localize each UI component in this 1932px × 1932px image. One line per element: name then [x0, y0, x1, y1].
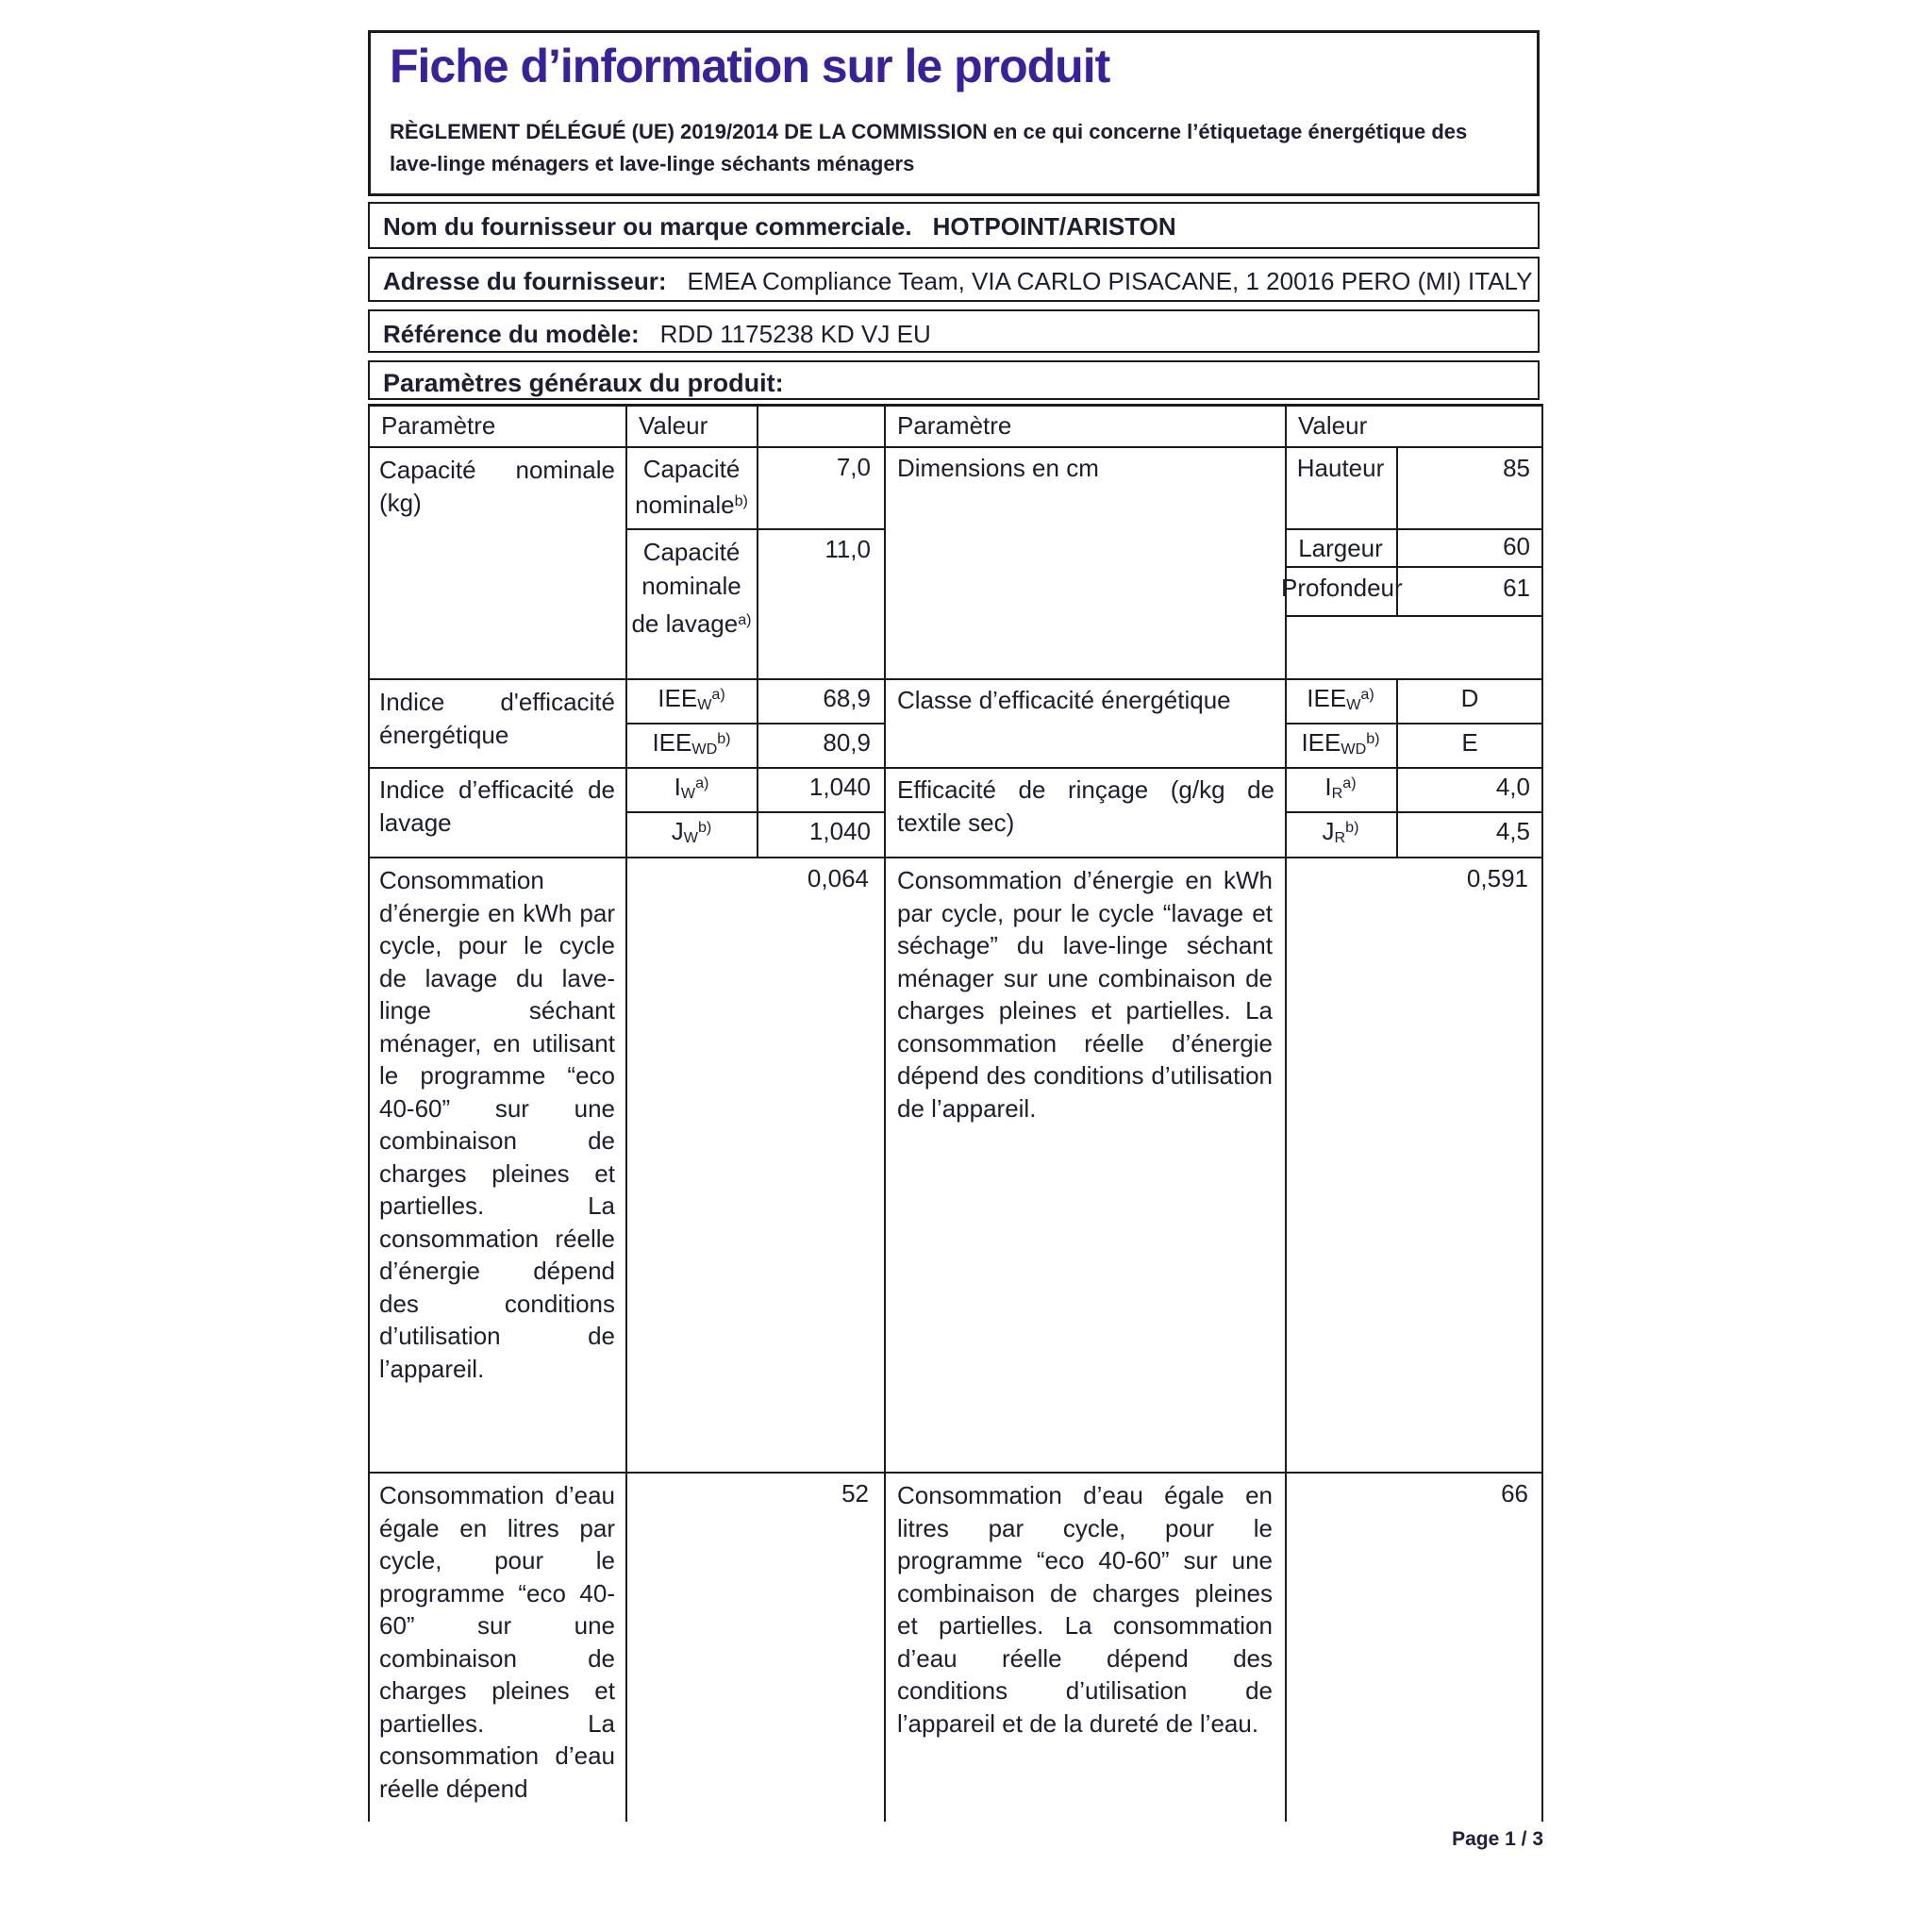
water-washdry-param: Consommation d’eau égale en litres par cycle, pour le programme “eco 40-60” sur une combinaison de charges pleines et partielles. La consommation d’eau réelle dépend des conditions d’utilisation de l’appareil et de la dureté de l’eau. [897, 1481, 1273, 1738]
supplier-row [368, 202, 1540, 249]
address-line [383, 267, 1533, 296]
wei-sub1-base: I [674, 773, 681, 801]
dimension-depth-value: 61 [1503, 574, 1530, 602]
eec-sub1-sub: W [1346, 696, 1361, 714]
dimension-height-label: Hauteur [1296, 454, 1385, 482]
energy-wash-param: Consommation d’énergie en kWh par cycle, pour le cycle de lavage du lave-linge séchant ménager, en utilisant le programme “eco 40-60” sur une combinaison de charges pleines et partielles. La consommation réelle d’énergie dépend des conditions d’utilisation de l’appareil. [379, 866, 615, 1383]
gridline [1285, 723, 1543, 724]
rinse-sub1-base: I [1324, 773, 1332, 801]
rinse-sub2-sup: b) [1345, 818, 1359, 836]
eec-param: Classe d’efficacité énergétique [897, 686, 1231, 714]
eec-sub2-sub: WD [1341, 741, 1367, 758]
wei-sub1-label [627, 773, 756, 803]
eei-sub2-sub: WD [691, 741, 718, 758]
eec-sub1-sup: a) [1360, 685, 1374, 703]
wei-sub2-sub: W [683, 829, 698, 847]
eec-sub2-base: IEE [1301, 728, 1341, 757]
model-line [383, 320, 1524, 349]
wei-param: Indice d’efficacité de lavage [379, 775, 615, 837]
capacity-sub2-value: 11,0 [824, 535, 871, 563]
eei-param: Indice d'efficacité énergétique [379, 688, 615, 749]
eec-sub2-sup: b) [1366, 729, 1380, 747]
supplier-label: Nom du fournisseur ou marque commerciale. [383, 212, 912, 241]
capacity-sub1-value: 7,0 [836, 453, 871, 481]
eec-sub1-label [1287, 684, 1394, 714]
rinse-sub2-value: 4,5 [1495, 817, 1530, 845]
eei-sub2-base: IEE [652, 728, 692, 757]
rinse-sub1-sup: a) [1342, 774, 1357, 791]
dimension-width-label: Largeur [1298, 534, 1383, 562]
eei-sub2-value: 80,9 [823, 728, 871, 757]
regulation-subtitle: RÈGLEMENT DÉLÉGUÉ (UE) 2019/2014 DE LA COMMISSION en ce qui concerne l’étiquetage énergétique des lave-linge ménagers et lave-linge séchants ménagers [390, 120, 1468, 175]
title-block [368, 30, 1540, 196]
supplier-line [383, 212, 1524, 242]
gridline [1285, 404, 1287, 1822]
page-title: Fiche d’information sur le produit [390, 40, 1110, 92]
gridline [1285, 811, 1543, 813]
dimension-depth-label: Profondeur [1281, 574, 1403, 602]
model-value: RDD 1175238 KD VJ EU [659, 320, 931, 348]
col-header-value-left: Valeur [639, 411, 708, 440]
parameters-table [368, 404, 1543, 1822]
gridline [1285, 615, 1543, 617]
page-number: Page 1 / 3 [1452, 1828, 1543, 1850]
wei-sub1-sub: W [680, 785, 696, 803]
eei-sub2-label [627, 728, 756, 758]
eec-sub1-value: D [1460, 684, 1479, 712]
wei-sub2-base: J [671, 817, 684, 845]
eei-sub1-value: 68,9 [823, 684, 871, 712]
gridline [368, 857, 1543, 858]
gridline [368, 404, 370, 1822]
col-header-value-right: Valeur [1298, 411, 1368, 440]
wei-sub1-value: 1,040 [808, 773, 871, 801]
capacity-sub2-base: Capacité nominale de lavage [631, 538, 741, 639]
energy-wash-value: 0,064 [807, 864, 869, 892]
eei-sub1-sup: a) [711, 685, 725, 703]
rinse-sub2-label [1287, 817, 1394, 847]
gridline [368, 1472, 1543, 1474]
eei-sub1-sub: W [697, 696, 712, 714]
address-value: EMEA Compliance Team, VIA CARLO PISACANE, 1 20016 PERO (MI) ITALY [687, 267, 1533, 295]
eec-sub1-base: IEE [1307, 684, 1347, 712]
supplier-value: HOTPOINT/ARISTON [932, 212, 1176, 241]
gridline [1541, 404, 1543, 1822]
eec-sub2-label [1287, 728, 1394, 758]
capacity-sub1-sup: b) [734, 492, 748, 509]
energy-washdry-value: 0,591 [1466, 864, 1528, 892]
gridline [368, 404, 1543, 407]
gridline [1285, 566, 1543, 568]
section-header-row [368, 360, 1540, 400]
wei-sub2-label [627, 817, 756, 847]
capacity-sub2-label [627, 535, 756, 641]
eec-sub2-value: E [1461, 728, 1478, 757]
dimension-width-value: 60 [1503, 532, 1530, 560]
rinse-sub1-value: 4,0 [1495, 773, 1530, 801]
gridline [368, 767, 1543, 769]
rinse-sub1-label [1287, 773, 1394, 803]
gridline [625, 528, 884, 530]
dimensions-param: Dimensions en cm [897, 454, 1099, 482]
gridline [1285, 528, 1543, 530]
section-title: Paramètres généraux du produit: [383, 369, 784, 397]
dimension-height-value: 85 [1503, 454, 1530, 482]
eei-sub1-label [627, 684, 756, 714]
wei-sub2-value: 1,040 [808, 817, 871, 845]
capacity-param: Capacité nominale (kg) [379, 456, 615, 517]
address-label: Adresse du fournisseur: [383, 267, 667, 295]
gridline [368, 446, 1543, 448]
wei-sub1-sup: a) [695, 774, 709, 791]
gridline [625, 723, 884, 724]
eei-sub1-base: IEE [658, 684, 698, 712]
model-row [368, 309, 1540, 353]
address-row [368, 257, 1540, 302]
capacity-sub2-sup: a) [738, 611, 752, 628]
col-header-param-right: Paramètre [897, 411, 1012, 440]
gridline [368, 678, 1543, 680]
water-wash-value: 52 [841, 1479, 869, 1507]
gridline [625, 811, 884, 813]
model-label: Référence du modèle: [383, 320, 640, 348]
water-wash-param: Consommation d’eau égale en litres par cycle, pour le programme “eco 40-60” sur une combinaison de charges pleines et partielles. La consommation d’eau réelle dépend [379, 1481, 615, 1803]
wei-sub2-sup: b) [697, 818, 712, 836]
capacity-sub1-label [627, 453, 756, 521]
rinse-sub1-sub: R [1331, 785, 1343, 803]
gridline [884, 404, 886, 1822]
water-washdry-value: 66 [1501, 1479, 1528, 1507]
rinse-sub2-sub: R [1334, 829, 1346, 847]
capacity-sub1-base: Capacité nominale [635, 455, 741, 520]
energy-washdry-param: Consommation d’énergie en kWh par cycle, pour le cycle “lavage et séchage” du lave-linge séchant ménager sur une combinaison de charges pleines et partielles. La consommation réelle d’énergie dépend des conditions d’utilisation de l’appareil. [897, 866, 1273, 1123]
col-header-param-left: Paramètre [381, 411, 496, 440]
rinse-sub2-base: J [1322, 817, 1335, 845]
eei-sub2-sup: b) [717, 729, 731, 747]
rinse-param: Efficacité de rinçage (g/kg de textile sec) [897, 775, 1274, 837]
